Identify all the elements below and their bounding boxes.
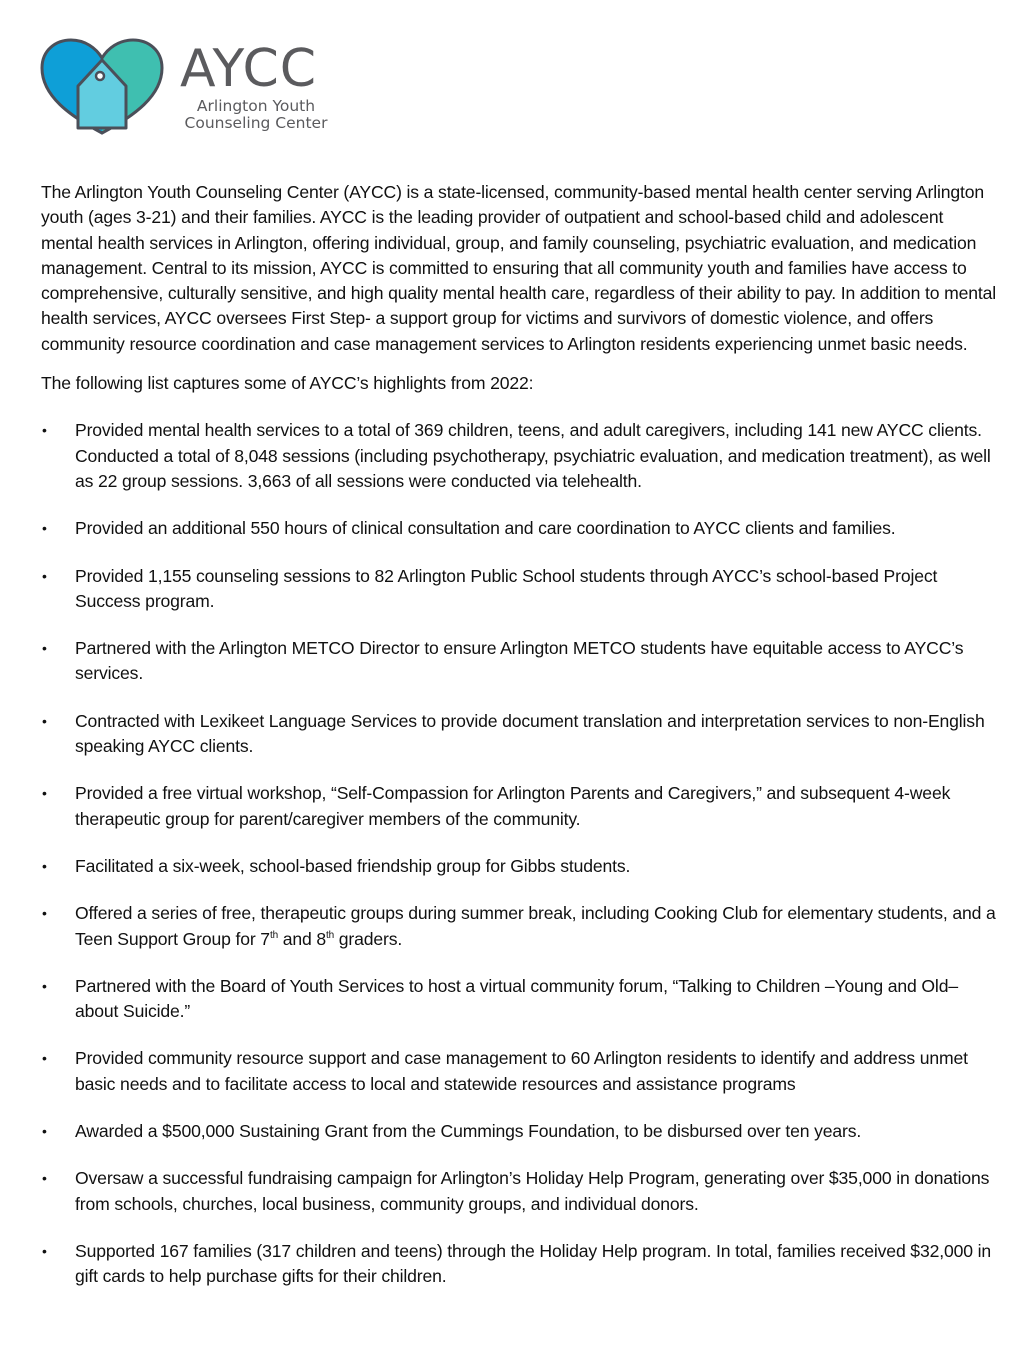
ordinal-superscript: th	[326, 929, 335, 941]
list-item-text: Provided a free virtual workshop, “Self-Compassion for Arlington Parents and Caregivers,” and subsequent 4-week therapeutic group for parent/caregiver members of the community.	[75, 783, 951, 829]
bullet-icon: •	[42, 520, 47, 537]
document-body	[41, 180, 999, 1312]
bullet-icon: •	[42, 1170, 47, 1187]
bullet-icon: •	[42, 977, 47, 994]
list-item	[41, 901, 999, 952]
intro-paragraph: The Arlington Youth Counseling Center (AYCC) is a state-licensed, community-based mental health center serving Arlington youth (ages 3-21) and their families. AYCC is the leading provider of outpatient and school-based child and adolescent mental health services in Arlington, offering individual, group, and family counseling, psychiatric evaluation, and medication management. Central to its mission, AYCC is committed to ensuring that all community youth and families have access to comprehensive, culturally sensitive, and high quality mental health care, regardless of their ability to pay. In addition to mental health services, AYCC oversees First Step- a support group for victims and survivors of domestic violence, and offers community resource coordination and case management services to Arlington residents experiencing unmet basic needs.	[41, 182, 997, 354]
aycc-logo	[40, 38, 340, 138]
bullet-icon: •	[42, 857, 47, 874]
list-item	[41, 709, 999, 760]
bullet-icon: •	[42, 1242, 47, 1259]
bullet-icon: •	[42, 422, 47, 439]
bullet-icon: •	[42, 712, 47, 729]
list-item-text: Partnered with the Arlington METCO Director to ensure Arlington METCO students have equitable access to AYCC’s services.	[75, 638, 964, 684]
list-item-text-part: and 8	[278, 928, 327, 949]
list-item	[41, 516, 999, 541]
list-item-text: Awarded a $500,000 Sustaining Grant from the Cummings Foundation, to be disbursed over ten years.	[75, 1121, 862, 1142]
list-item	[41, 1239, 999, 1290]
list-item	[41, 1166, 999, 1217]
logo-line-2: Counseling Center	[184, 114, 328, 132]
list-item-text: Facilitated a six-week, school-based friendship group for Gibbs students.	[75, 855, 631, 876]
bullet-icon: •	[42, 905, 47, 922]
list-item	[41, 974, 999, 1025]
list-item-text	[75, 903, 996, 948]
list-item-text-part: Offered a series of free, therapeutic groups during summer break, including Cooking Club for elementary students, and a Teen Support Group for 7	[75, 903, 996, 949]
logo-acronym: AYCC	[180, 39, 318, 99]
bullet-icon: •	[42, 567, 47, 584]
list-item-text-part: graders.	[334, 928, 403, 949]
list-item-text: Supported 167 families (317 children and teens) through the Holiday Help program. In total, families received $32,000 in gift cards to help purchase gifts for their children.	[75, 1240, 991, 1287]
logo-line-1: Arlington Youth	[196, 97, 316, 115]
bullet-icon: •	[42, 640, 47, 657]
list-item	[41, 1119, 999, 1144]
ordinal-superscript: th	[269, 929, 278, 941]
list-item-text: Oversaw a successful fundraising campaign for Arlington’s Holiday Help Program, generating over $35,000 in donations from schools, churches, local business, community groups, and individual donors.	[75, 1168, 990, 1214]
list-item	[41, 564, 999, 615]
list-item	[41, 781, 999, 832]
bullet-icon: •	[42, 785, 47, 802]
list-item-text: Provided mental health services to a total of 369 children, teens, and adult caregivers, including 141 new AYCC clients. Conducted a total of 8,048 sessions (including psychotherapy, psychiatric evaluation, and medication treatment), as well as 22 group sessions. 3,663 of all sessions were conducted via telehealth.	[75, 420, 991, 491]
list-item	[41, 636, 999, 687]
list-item-text: Provided an additional 550 hours of clinical consultation and care coordination to AYCC clients and families.	[75, 518, 896, 539]
list-item-text: Provided community resource support and case management to 60 Arlington residents to identify and address unmet basic needs and to facilitate access to local and statewide resources and assistance programs	[75, 1048, 968, 1094]
list-item-text: Contracted with Lexikeet Language Services to provide document translation and interpretation services to non-English speaking AYCC clients.	[75, 710, 985, 757]
list-item	[41, 854, 999, 879]
list-item-text: Partnered with the Board of Youth Services to host a virtual community forum, “Talking to Children –Young and Old– about Suicide.”	[75, 975, 958, 1022]
highlights-list	[41, 418, 999, 1289]
list-item	[41, 1046, 999, 1097]
list-item	[41, 418, 999, 494]
bullet-icon: •	[42, 1123, 47, 1140]
highlights-lead-in: The following list captures some of AYCC’s highlights from 2022:	[41, 373, 534, 394]
logo-wordmark	[180, 40, 332, 132]
heart-house-logo-icon	[40, 38, 164, 136]
bullet-icon: •	[42, 1050, 47, 1067]
list-item-text: Provided 1,155 counseling sessions to 82 Arlington Public School students through AYCC’s school-based Project Success program.	[75, 565, 938, 611]
